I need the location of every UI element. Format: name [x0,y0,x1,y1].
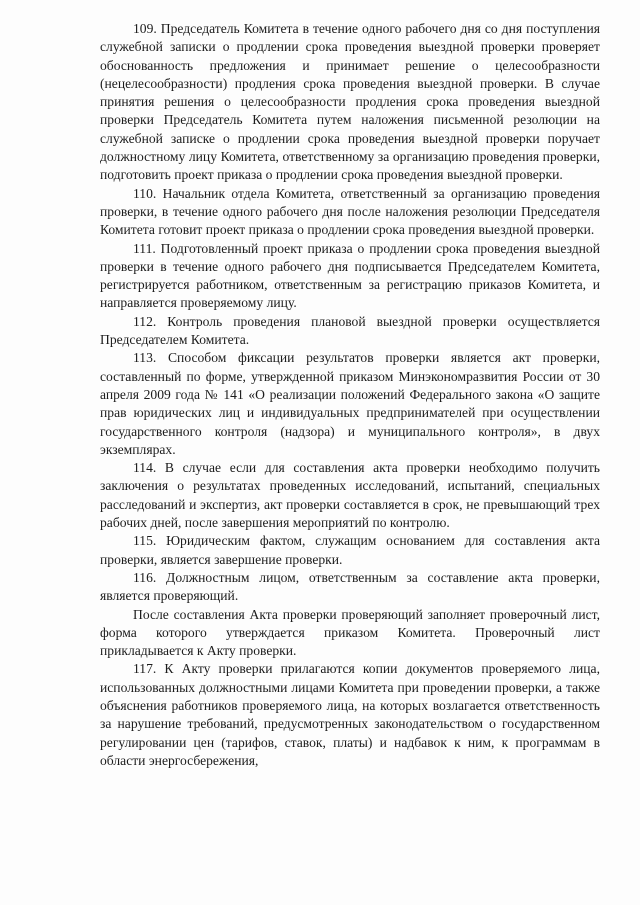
paragraph-115: 115. Юридическим фактом, служащим основанием для составления акта проверки, является завершение проверки. [100,533,600,567]
paragraph-117: 117. К Акту проверки прилагаются копии документов проверяемого лица, использованных должностными лицами Комитета при проведении проверки, а также объяснения работников проверяемого лица, на которых возлагается ответственность за нарушение требований, предусмотренных законодательством о государственном регулировании цен (тарифов, ставок, платы) и надбавок к ним, к программам в области энергосбережения, [100,661,600,768]
paragraph-114: 114. В случае если для составления акта проверки необходимо получить заключения о результатах проведенных исследований, испытаний, специальных расследований и экспертиз, акт проверки составляется в срок, не превышающий трех рабочих дней, после завершения мероприятий по контролю. [100,460,600,531]
paragraph-110: 110. Начальник отдела Комитета, ответственный за организацию проведения проверки, в течение одного рабочего дня после наложения резолюции Председателя Комитета готовит проект приказа о продлении срока проведения выездной проверки. [100,185,600,238]
paragraph-111: 111. Подготовленный проект приказа о продлении срока проведения выездной проверки в течение одного рабочего дня подписывается Председателем Комитета, регистрируется работником, ответственным за регистрацию приказов Комитета, и направляется проверяемому лицу. [100,240,600,311]
paragraph-113: 113. Способом фиксации результатов проверки является акт проверки, составленный по форме, утвержденной приказом Минэкономразвития России от 30 апреля 2009 года № 141 «О реализации положений Федерального закона «О защите прав юридических лиц и индивидуальных предпринимателей при осуществлении государственного контроля (надзора) и муниципального контроля», в двух экземплярах. [100,350,600,457]
paragraph-109: 109. Председатель Комитета в течение одного рабочего дня со дня поступления служебной записки о продлении срока проведения выездной проверки проверяет обоснованность предложения и принимает решение о целесообразности (нецелесообразности) продления срока проведения выездной проверки. В случае принятия решения о целесообразности продления срока проведения выездной проверки Председатель Комитета путем наложения письменной резолюции на служебной записке о продлении срока проведения выездной проверки поручает должностному лицу Комитета, ответственному за организацию проведения проверки, подготовить проект приказа о продлении срока проведения выездной проверки. [100,21,600,183]
paragraph-116-continued: После составления Акта проверки проверяющий заполняет проверочный лист, форма которого утверждается приказом Комитета. Проверочный лист прикладывается к Акту проверки. [100,606,600,659]
paragraph-116: 116. Должностным лицом, ответственным за составление акта проверки, является проверяющий. [100,569,600,604]
paragraph-112: 112. Контроль проведения плановой выездной проверки осуществляется Председателем Комитета. [100,313,600,348]
document-body [100,20,600,770]
